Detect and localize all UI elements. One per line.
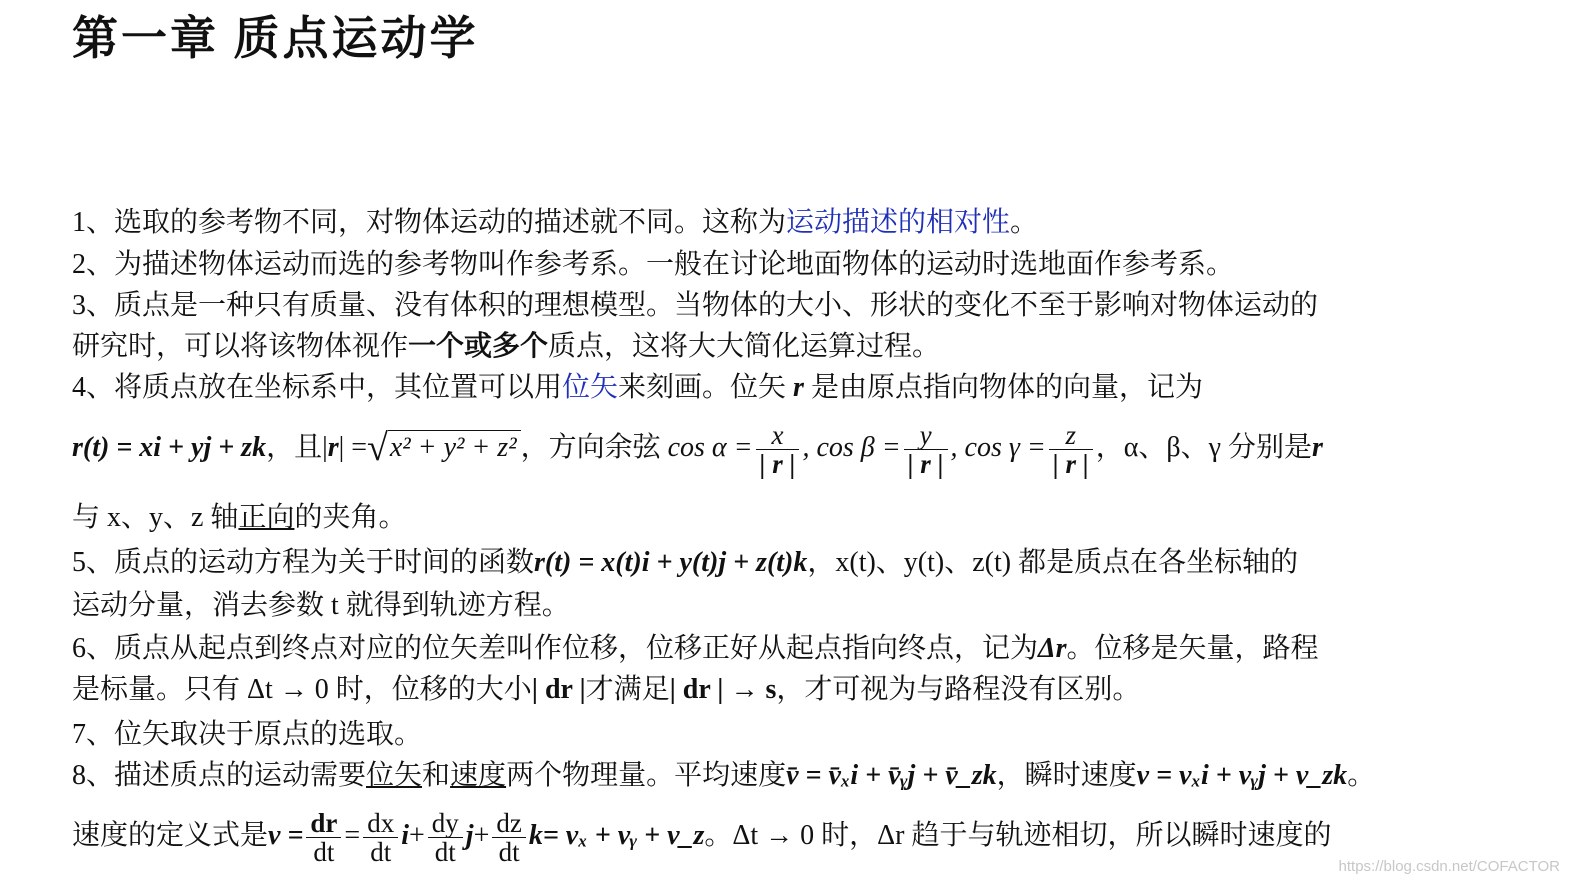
bold-phrase: 一个或多个	[408, 331, 549, 362]
cos-beta-fraction: $\frac{y}{| r |}$	[904, 421, 948, 479]
item-1: 1、选取的参考物不同，对物体运动的描述就不同。这称为运动描述的相对性。	[72, 207, 1039, 238]
item-3-line-1: 3、质点是一种只有质量、没有体积的理想模型。当物体的大小、形状的变化不至于影响对物体运动的	[72, 290, 1319, 321]
item-8-line-2: 速度的定义式是v = $\frac{dr}{dt}$ = $\frac{dx}{dt}$ i+ $\frac{dy}{dt}$ j+ $\frac{dz}{dt}$ k= vₓ + vᵧ + v_z。Δt → 0 时，Δr 趋于与轨迹相切，所以瞬时速度的	[72, 807, 1332, 868]
sqrt-icon: √	[367, 427, 388, 469]
motion-equation: r(t) = x(t)i + y(t)j + z(t)k	[534, 547, 808, 578]
relativity-link[interactable]: 运动描述的相对性	[786, 207, 1011, 238]
dz-dt-fraction: $\frac{dz}{dt}$	[492, 809, 525, 867]
dy-dt-fraction: $\frac{dy}{dt}$	[428, 809, 463, 867]
item-3-line-2: 研究时，可以将该物体视作一个或多个质点，这将大大简化运算过程。	[72, 331, 941, 362]
item-1-text: 1、选取的参考物不同，对物体运动的描述就不同。这称为	[72, 207, 787, 238]
item-4-line-1: 4、将质点放在坐标系中，其位置可以用位矢来刻画。位矢 r 是由原点指向物体的向量，记为	[72, 372, 1203, 403]
average-velocity: v̄ = v̄ₓi + v̄ᵧj + v̄_zk	[786, 760, 997, 791]
cos-alpha-fraction: $\frac{x}{| r |}$	[756, 421, 800, 479]
item-4-line-3: 与 x、y、z 轴正向的夹角。	[72, 502, 407, 533]
item-6-line-1: 6、质点从起点到终点对应的位矢差叫作位移，位移正好从起点指向终点，记为Δr。位移是矢量，路程	[72, 633, 1319, 664]
watermark: https://blog.csdn.net/COFACTOR	[1338, 858, 1560, 875]
dx-dt-fraction: $\frac{dx}{dt}$	[363, 809, 398, 867]
item-5-line-1: 5、质点的运动方程为关于时间的函数r(t) = x(t)i + y(t)j + z(t)k，x(t)、y(t)、z(t) 都是质点在各坐标轴的	[72, 547, 1299, 578]
position-vector-link[interactable]: 位矢	[562, 372, 619, 403]
position-equation: r(t) = xi + yj + zk	[72, 432, 267, 463]
magnitude-radicand: x² + y² + z²	[388, 430, 521, 465]
item-6-line-2: 是标量。只有 Δt → 0 时，位移的大小| dr |才满足| dr | → s，才可视为与路程没有区别。	[72, 674, 1141, 705]
item-5-line-2: 运动分量，消去参数 t 就得到轨迹方程。	[72, 590, 570, 621]
item-4-formula-line: r(t) = xi + yj + zk，且|r| =√x² + y² + z² ，方向余弦 cos α = $\frac{x}{| r |}$ , cos β = $\frac{y}{| r |}$ , cos γ = $\frac{z}{| r |}$ ，α、β、γ 分别是r	[72, 419, 1323, 480]
cos-gamma-fraction: $\frac{z}{| r |}$	[1049, 421, 1093, 479]
item-8-line-1: 8、描述质点的运动需要位矢和速度两个物理量。平均速度v̄ = v̄ₓi + v̄ᵧj + v̄_zk，瞬时速度v = vₓi + vᵧj + v_zk。	[72, 760, 1376, 791]
chapter-title: 第一章 质点运动学	[72, 13, 479, 64]
item-7: 7、位矢取决于原点的选取。	[72, 719, 423, 750]
instant-velocity: v = vₓi + vᵧj + v_zk	[1136, 760, 1348, 791]
item-2: 2、为描述物体运动而选的参考物叫作参考系。一般在讨论地面物体的运动时选地面作参考系。	[72, 249, 1235, 280]
dr-dt-fraction: $\frac{dr}{dt}$	[306, 809, 341, 867]
